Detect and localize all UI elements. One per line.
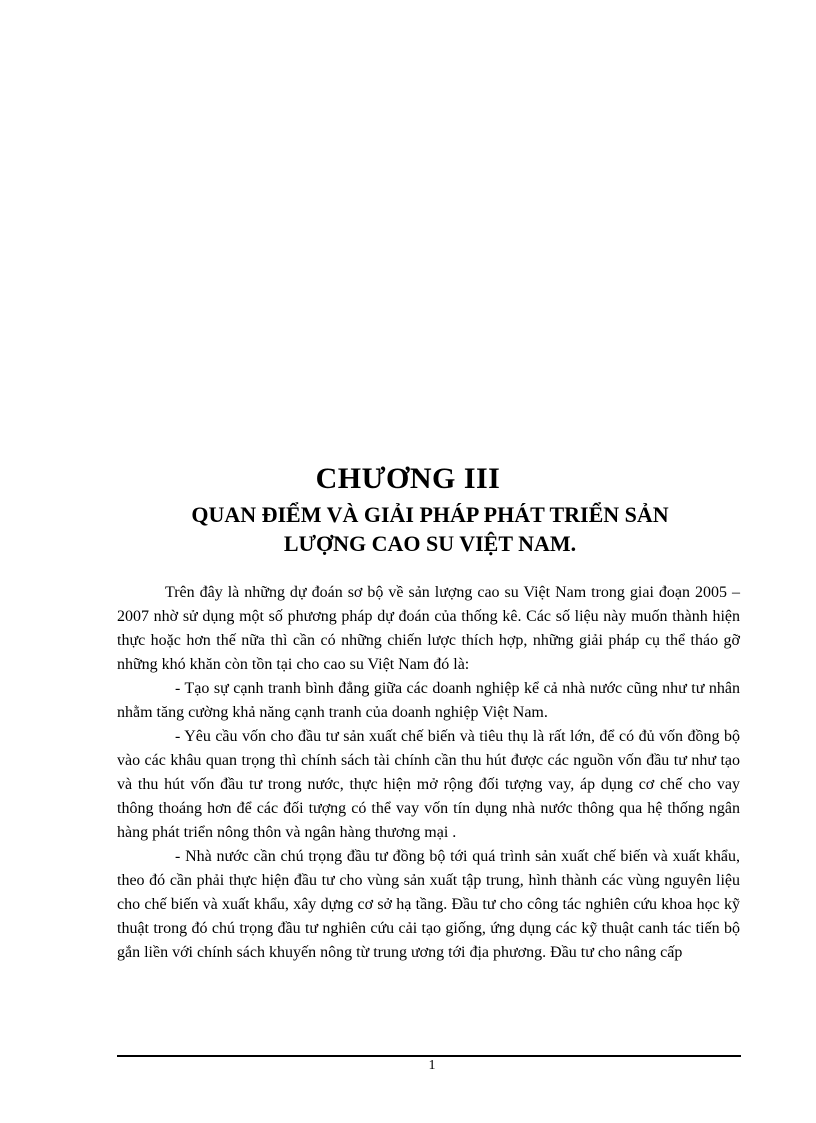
bullet-paragraph-capital: - Yêu cầu vốn cho đầu tư sản xuất chế biến và tiêu thụ là rất lớn, để có đủ vốn đồng bộ vào các khâu quan trọng thì chính sách tài chính cần thu hút được các nguồn vốn đầu tư như tạo và thu hút vốn đầu tư trong nước, thực hiện mở rộng đối tượng vay, áp dụng cơ chế cho vay thông thoáng hơn để các đối tượng có thể vay vốn tín dụng nhà nước thông qua hệ thống ngân hàng phát triển nông thôn và ngân hàng thương mại . <box>117 728 740 841</box>
chapter-subtitle <box>90 500 770 558</box>
chapter-subtitle-line-1: QUAN ĐIỂM VÀ GIẢI PHÁP PHÁT TRIỂN SẢN <box>191 502 669 527</box>
intro-paragraph: Trên đây là những dự đoán sơ bộ về sản lượng cao su Việt Nam trong giai đoạn 2005 – 2007 nhờ sử dụng một số phương pháp dự đoán của thống kê. Các số liệu này muốn thành hiện thực hoặc hơn thế nữa thì cần có những chiến lược thích hợp, những giải pháp cụ thể tháo gỡ những khó khăn còn tồn tại cho cao su Việt Nam đó là: <box>117 584 740 673</box>
bullet-paragraph-competition: - Tạo sự cạnh tranh bình đẳng giữa các doanh nghiệp kể cả nhà nước cũng như tư nhân nhằm tăng cường khả năng cạnh tranh của doanh nghiệp Việt Nam. <box>117 680 740 721</box>
chapter-subtitle-line-2: LƯỢNG CAO SU VIỆT NAM. <box>283 531 577 556</box>
page-number: 1 <box>428 1058 436 1073</box>
chapter-title: CHƯƠNG III <box>315 462 501 495</box>
footer-divider <box>117 1055 741 1057</box>
bullet-paragraph-investment: - Nhà nước cần chú trọng đầu tư đồng bộ tới quá trình sản xuất chế biến và xuất khẩu, theo đó cần phải thực hiện đầu tư cho vùng sản xuất tập trung, hình thành các vùng nguyên liệu cho chế biến và xuất khẩu, xây dựng cơ sở hạ tầng. Đầu tư cho công tác nghiên cứu khoa học kỹ thuật trong đó chú trọng đầu tư nghiên cứu cải tạo giống, ứng dụng các kỹ thuật canh tác tiến bộ gắn liền với chính sách khuyến nông từ trung ương tới địa phương. Đầu tư cho nâng cấp <box>117 848 740 961</box>
body-text <box>117 581 740 965</box>
